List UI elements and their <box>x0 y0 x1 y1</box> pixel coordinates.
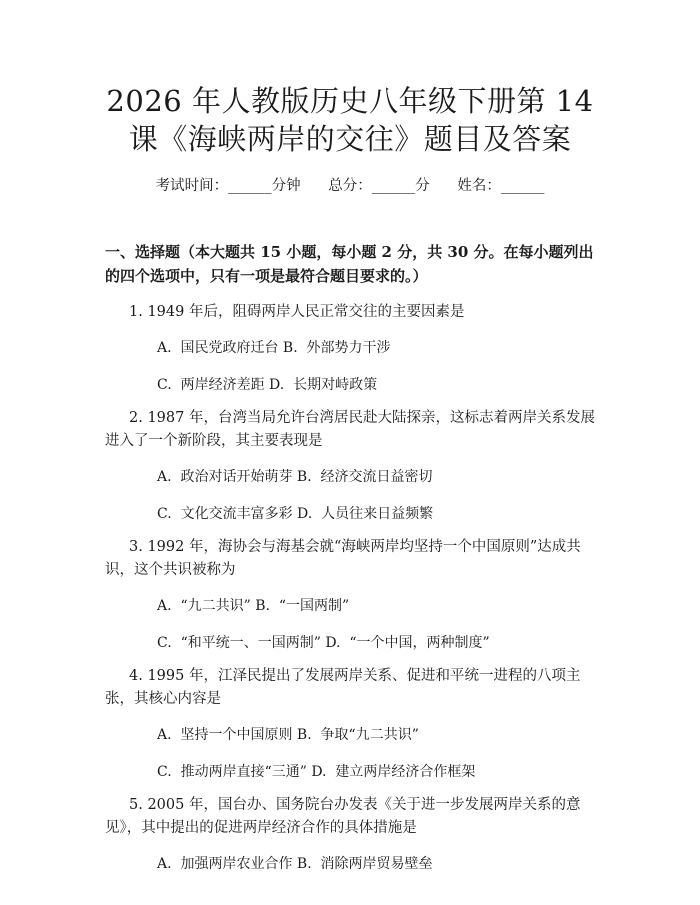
question-4-options-ab: A. 坚持一个中国原则 B. 争取“九二共识” <box>157 727 419 743</box>
document-title: 2026 年人教版历史八年级下册第 14 课《海峡两岸的交往》题目及答案 <box>106 84 594 156</box>
question-4-options-cd: C. 推动两岸直接“三通” D. 建立两岸经济合作框架 <box>157 764 476 780</box>
question-3-stem: 3. 1992 年，海协会与海基会就“海峡两岸均坚持一个中国原则”达成共识，这个共识被称为 <box>105 539 581 578</box>
question-2-stem: 2. 1987 年，台湾当局允许台湾居民赴大陆探亲，这标志着两岸关系发展进入了一个新阶段，其主要表现是 <box>105 410 595 449</box>
question-1-stem: 1. 1949 年后，阻碍两岸人民正常交往的主要因素是 <box>129 304 465 320</box>
question-3-options-ab: A. “九二共识” B. “一国两制” <box>157 598 350 614</box>
question-1-options-cd: C. 两岸经济差距 D. 长期对峙政策 <box>157 377 378 393</box>
question-1-options-ab: A. 国民党政府迁台 B. 外部势力干涉 <box>157 340 391 356</box>
question-2-options-cd: C. 文化交流丰富多彩 D. 人员往来日益频繁 <box>157 506 434 522</box>
section-heading-multiple-choice: 一、选择题（本大题共 15 小题，每小题 2 分，共 30 分。在每小题列出的四个选项中，只有一项是最符合题目要求的。） <box>105 243 594 285</box>
question-4-stem: 4. 1995 年，江泽民提出了发展两岸关系、促进和平统一进程的八项主张，其核心内容是 <box>105 668 581 707</box>
question-5-stem: 5. 2005 年，国台办、国务院台办发表《关于进一步发展两岸关系的意见》，其中提出的促进两岸经济合作的具体措施是 <box>105 797 581 836</box>
question-5-options-ab: A. 加强两岸农业合作 B. 消除两岸贸易壁垒 <box>157 856 433 872</box>
question-2-options-ab: A. 政治对话开始萌芽 B. 经济交流日益密切 <box>157 469 433 485</box>
question-list <box>105 301 595 874</box>
exam-info-line: 考试时间：______分钟 总分：______分 姓名：______ <box>155 178 545 194</box>
question-3-options-cd: C. “和平统一、一国两制” D. “一个中国，两种制度” <box>157 635 490 651</box>
